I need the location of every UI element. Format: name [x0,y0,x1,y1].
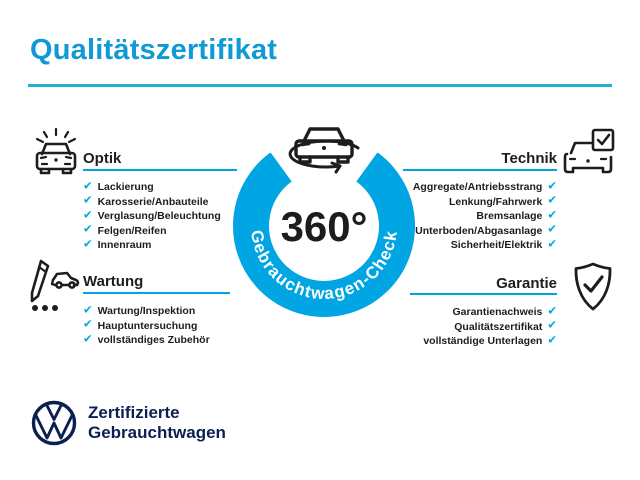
checklist-item [83,180,221,195]
wartung-section-title: Wartung [83,273,144,290]
checklist-item [449,195,557,210]
checklist-item [423,334,557,349]
title-divider [28,84,612,87]
brand-line-2: Gebrauchtwagen [88,423,226,442]
garantie-item-list [423,305,557,349]
checklist-item [83,238,221,253]
item-label: Verglasung/Beleuchtung [97,210,221,223]
check-icon: ✔ [83,194,93,207]
check-icon: ✔ [83,318,93,331]
360-check-graphic [214,108,434,340]
vw-logo [30,399,78,447]
pen-checklist-car-icon [24,256,80,314]
item-label: Aggregate/Antriebsstrang [412,181,543,194]
checklist-item [83,333,210,348]
check-icon: ✔ [547,209,557,221]
item-label: Lenkung/Fahrwerk [449,195,543,208]
technik-section-title: Technik [501,150,557,167]
technik-underline [403,169,557,171]
item-label: Lackierung [97,181,154,194]
checklist-item [83,319,210,334]
item-label: Bremsanlage [476,210,543,223]
check-icon: ✔ [547,319,557,332]
check-icon: ✔ [547,223,557,236]
vw-logo-icon [30,399,78,447]
optik-item-list [83,180,221,253]
technik-section-icon [562,127,616,184]
checklist-item [413,180,557,195]
check-icon: ✔ [547,305,557,317]
brand-wordmark [88,403,226,443]
item-label: vollständige Unterlagen [423,335,543,348]
item-label: vollständiges Zubehör [97,334,210,347]
brand-line-1: Zertifizierte [88,403,180,422]
wartung-section-icon [24,256,80,319]
checklist-item [83,195,221,210]
garantie-underline [410,293,557,295]
page-title: Qualitätszertifikat [30,34,278,66]
checklist-item [415,224,557,239]
item-label: Felgen/Reifen [97,224,167,237]
check-icon: ✔ [83,304,93,316]
optik-underline [83,169,237,171]
wartung-underline [83,292,230,294]
item-label: Garantienachweis [452,306,543,319]
checklist-item [83,224,221,239]
garantie-section-icon [571,261,615,318]
rotating-car-icon [290,129,358,172]
check-icon: ✔ [83,238,93,250]
ring-label: Gebrauchtwagen-Check [246,228,401,304]
check-icon: ✔ [547,238,557,250]
item-label: Unterboden/Abgasanlage [415,224,543,237]
checklist-item [452,305,557,320]
item-label: Innenraum [97,239,152,252]
item-label: Qualitätszertifikat [454,320,543,333]
item-label: Karosserie/Anbauteile [97,195,209,208]
checklist-item [454,320,557,335]
360-ring-svg [214,108,434,340]
optik-section-title: Optik [83,150,122,167]
wartung-item-list [83,304,210,348]
check-icon: ✔ [547,194,557,207]
check-icon: ✔ [83,180,93,192]
check-icon: ✔ [83,223,93,236]
check-icon: ✔ [83,209,93,221]
item-label: Sicherheit/Elektrik [450,239,543,252]
optik-section-icon [30,126,82,187]
check-icon: ✔ [83,333,93,345]
technik-item-list [413,180,557,253]
shield-check-icon [571,261,615,313]
degrees-label: 360° [280,203,368,250]
checklist-item [83,304,210,319]
check-icon: ✔ [547,180,557,192]
checklist-item [83,209,221,224]
sparkling-car-icon [30,126,82,182]
garantie-section-title: Garantie [496,275,557,292]
car-checkbox-icon [562,127,616,179]
item-label: Wartung/Inspektion [97,305,196,318]
check-icon: ✔ [547,334,557,346]
checklist-item [476,209,557,224]
checklist-item [451,238,557,253]
item-label: Hauptuntersuchung [97,319,198,332]
